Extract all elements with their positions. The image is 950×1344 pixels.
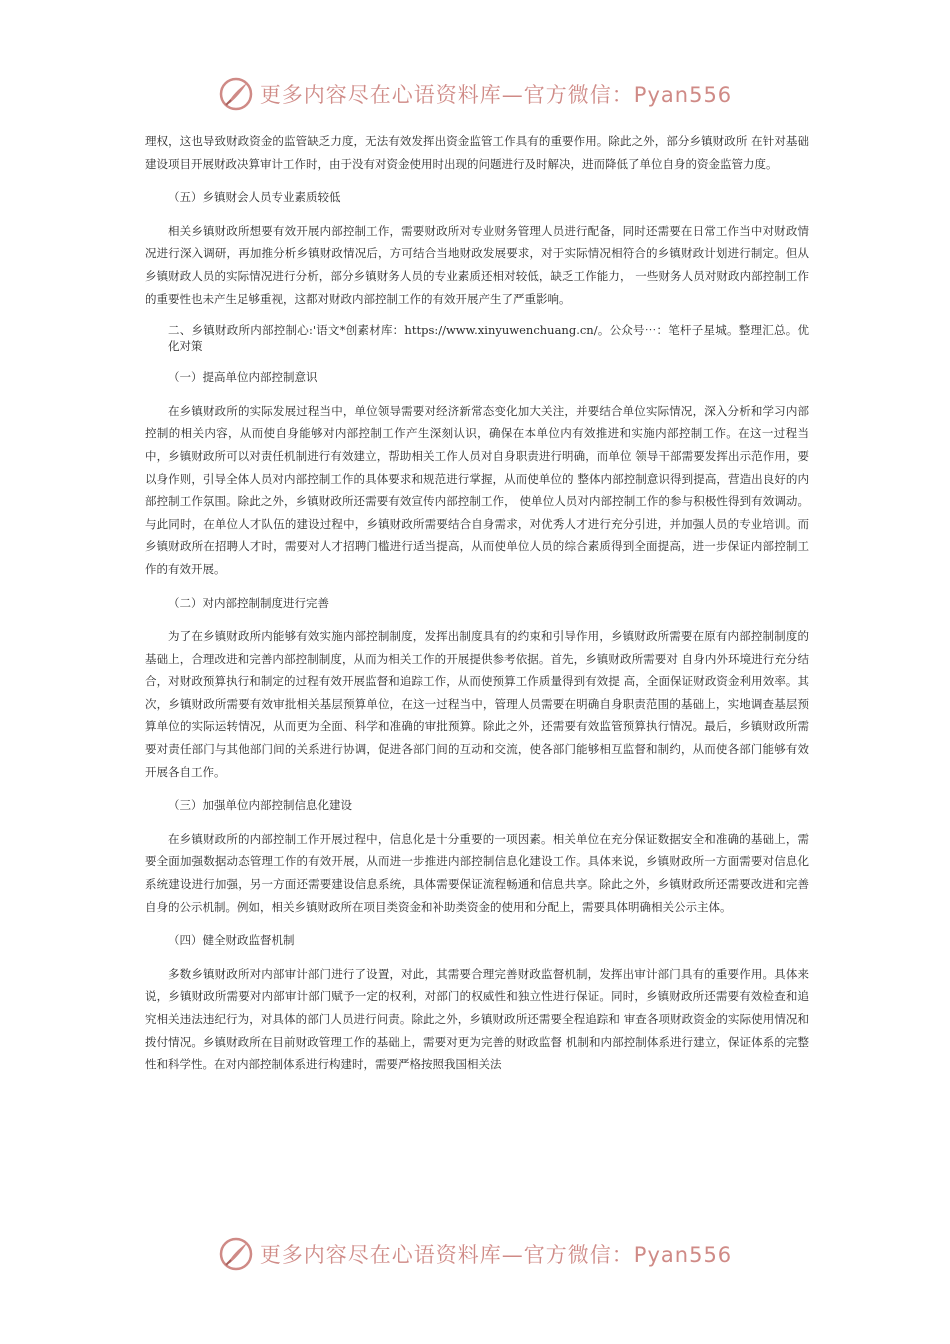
quill-pen-circle-logo <box>218 76 254 112</box>
heading-subsection-4: （四）健全财政监督机制 <box>168 933 295 948</box>
watermark-text: 更多内容尽在心语资料库—官方微信：Pyan556 <box>259 1243 733 1267</box>
heading-subsection-3: （三）加强单位内部控制信息化建设 <box>168 798 352 813</box>
heading-subsection-1: （一）提高单位内部控制意识 <box>168 370 318 385</box>
bottom-watermark-banner <box>0 1232 950 1276</box>
top-watermark-banner <box>0 72 950 116</box>
paragraph-section-5: 相关乡镇财政所想要有效开展内部控制工作，需要财政所对专业财务管理人员进行配备，同时还需要在日常工作当中对财政情况进行深入调研，再加推分析乡镇财政情况后，方可结合当地财政发展要求，对于实际情况相符合的乡镇财政计划进行制定。但从乡镇财政人员的实际情况进行分析，部分乡镇财务人员的专业素质还相对较低，缺乏工作能力， 一些财务人员对财政内部控制工作的重要性也未产生足够重视，这都对财政内部控制工作的有效开展产生了严重影响。 <box>145 223 809 306</box>
heading-part-2: 二、乡镇财政所内部控制心:'语文*创素材库：https://www.xinyuwenchuang.cn/。公众号⋯：笔杆子星城。整理汇总。优化对策 <box>168 323 809 354</box>
watermark-text: 更多内容尽在心语资料库—官方微信：Pyan556 <box>259 83 733 107</box>
heading-subsection-2: （二）对内部控制制度进行完善 <box>168 595 329 610</box>
paragraph-subsection-4: 多数乡镇财政所对内部审计部门进行了设置，对此，其需要合理完善财政监督机制，发挥出审计部门具有的重要作用。具体来说，乡镇财政所需要对内部审计部门赋予一定的权利，对部门的权威性和独立性进行保证。同时，乡镇财政所还需要有效检查和追究相关违法违纪行为，对具体的部门人员进行问责。除此之外，乡镇财政所还需要全程追踪和 审查各项财政资金的实际使用情况和拨付情况。乡镇财政所在目前财政管理工作的基础上，需要对更为完善的财政监督 机制和内部控制体系进行建立，保证体系的完整性和科学性。在对内部控制体系进行构建时，需要严格按照我国相关法 <box>145 966 809 1072</box>
paragraph-intro: 理权，这也导致财政资金的监管缺乏力度，无法有效发挥出资金监管工作具有的重要作用。除此之外，部分乡镇财政所 在针对基础建设项目开展财政决算审计工作时，由于没有对资金使用时出现的问题进行及时解决，进而降低了单位自身的资金监管力度。 <box>145 134 809 171</box>
paragraph-subsection-1: 在乡镇财政所的实际发展过程当中，单位领导需要对经济新常态变化加大关注，并要结合单位实际情况，深入分析和学习内部控制的相关内容，从而使自身能够对内部控制工作产生深刻认识，确保在本单位内有效推进和实施内部控制工作。在这一过程当中，乡镇财政所可以对责任机制进行有效建立，帮助相关工作人员对自身职责进行明确，而单位 领导干部需要发挥出示范作用，要以身作则，引导全体人员对内部控制工作的具体要求和规范进行掌握，从而使单位的 整体内部控制意识得到提高，营造出良好的内部控制工作氛围。除此之外，乡镇财政所还需要有效宣传内部控制工作， 使单位人员对内部控制工作的参与积极性得到有效调动。与此同时，在单位人才队伍的建设过程中，乡镇财政所需要结合自身需求，对优秀人才进行充分引进，并加强人员的专业培训。而乡镇财政所在招聘人才时，需要对人才招聘门槛进行适当提高，从而使单位人员的综合素质得到全面提高，进一步保证内部控制工作的有效开展。 <box>145 403 809 576</box>
paragraph-subsection-3: 在乡镇财政所的内部控制工作开展过程中，信息化是十分重要的一项因素。相关单位在充分保证数据安全和准确的基础上，需要全面加强数据动态管理工作的有效开展，从而进一步推进内部控制信息化建设工作。具体来说，乡镇财政所一方面需要对信息化系统建设进行加强，另一方面还需要建设信息系统，具体需要保证流程畅通和信息共享。除此之外，乡镇财政所还需要改进和完善自身的公示机制。例如，相关乡镇财政所在项目类资金和补助类资金的使用和分配上，需要具体明确相关公示主体。 <box>145 831 809 914</box>
document-body <box>145 130 809 1076</box>
quill-pen-circle-logo <box>218 1236 254 1272</box>
paragraph-subsection-2: 为了在乡镇财政所内能够有效实施内部控制制度，发挥出制度具有的约束和引导作用，乡镇财政所需要在原有内部控制制度的基础上，合理改进和完善内部控制制度，从而为相关工作的开展提供参考依据。首先，乡镇财政所需要对 自身内外环境进行充分结合，对财政预算执行和制定的过程有效开展监督和追踪工作，从而使预算工作质量得到有效提 高，全面保证财政资金利用效率。其次，乡镇财政所需要有效审批相关基层预算单位，在这一过程当中，管理人员需要在明确自身职责范围的基础上，实地调查基层预算单位的实际运转情况，从而更为全面、科学和准确的审批预算。除此之外，还需要有效监管预算执行情况。最后，乡镇财政所需要对责任部门与其他部门间的关系进行协调，促进各部门间的互动和交流，使各部门能够相互监督和制约，从而使各部门能够有效开展各自工作。 <box>145 629 809 779</box>
heading-section-5: （五）乡镇财会人员专业素质较低 <box>168 190 341 205</box>
